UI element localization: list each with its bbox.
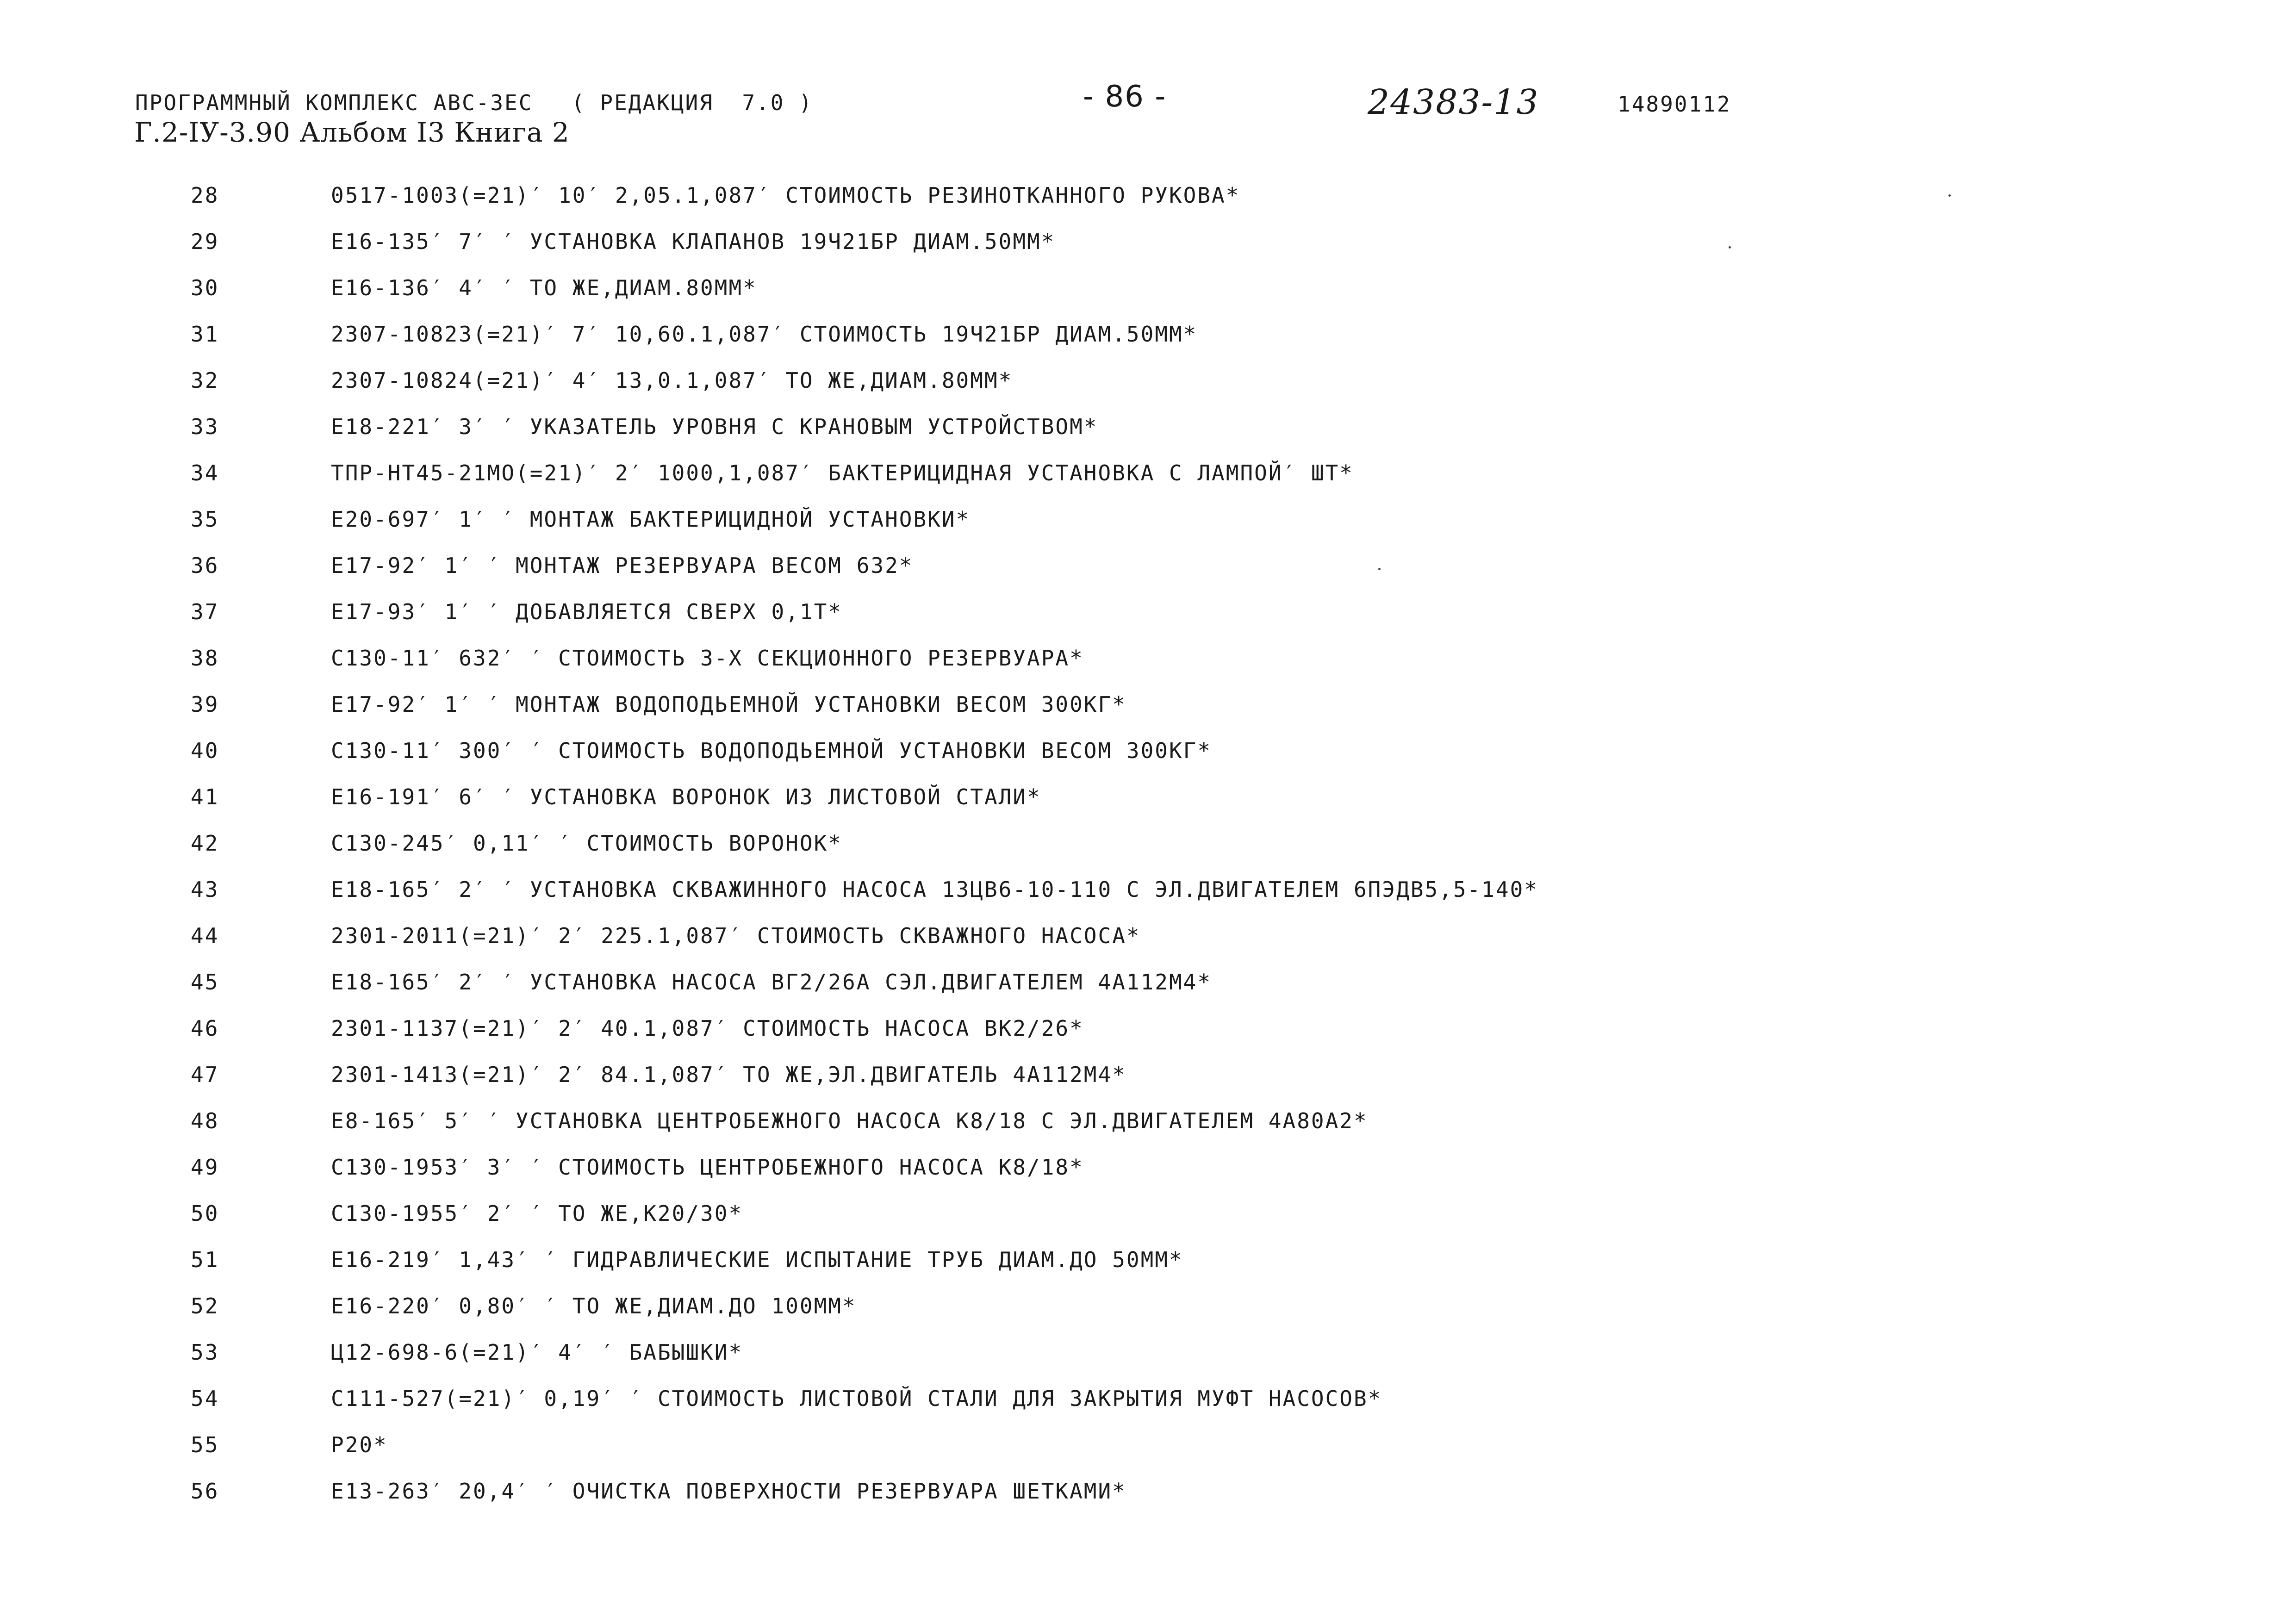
line-number: 50 <box>191 1201 219 1226</box>
scan-speck <box>1948 194 1951 197</box>
line-text: 2301-1137(=21)′ 2′ 40.1,087′ СТОИМОСТЬ НАСОСА ВК2/26* <box>331 1016 1084 1041</box>
line-item <box>0 1247 2296 1275</box>
line-item <box>0 1432 2296 1460</box>
line-item <box>0 1201 2296 1229</box>
line-number: 39 <box>191 692 219 717</box>
line-text: 2307-10824(=21)′ 4′ 13,0.1,087′ ТО ЖЕ,ДИАМ.80ММ* <box>331 368 1013 393</box>
line-number: 28 <box>191 183 219 208</box>
line-text: С130-1953′ 3′ ′ СТОИМОСТЬ ЦЕНТРОБЕЖНОГО НАСОСА К8/18* <box>331 1155 1084 1180</box>
edition-label: ( РЕДАКЦИЯ 7.0 ) <box>572 90 813 115</box>
line-number: 35 <box>191 507 219 532</box>
line-item <box>0 692 2296 720</box>
line-text: E17-93′ 1′ ′ ДОБАВЛЯЕТСЯ СВЕРХ 0,1Т* <box>331 599 842 624</box>
line-text: С130-1955′ 2′ ′ ТО ЖЕ,К20/30* <box>331 1201 743 1226</box>
line-number: 34 <box>191 460 219 485</box>
line-item <box>0 923 2296 951</box>
line-number: 30 <box>191 275 219 300</box>
line-item <box>0 1062 2296 1090</box>
line-item <box>0 970 2296 997</box>
line-number: 48 <box>191 1108 219 1133</box>
line-item <box>0 1016 2296 1044</box>
line-text: E13-263′ 20,4′ ′ ОЧИСТКА ПОВЕРХНОСТИ РЕЗЕРВУАРА ШЕТКАМИ* <box>331 1479 1126 1504</box>
line-text: E18-165′ 2′ ′ УСТАНОВКА СКВАЖИННОГО НАСОСА 13ЦВ6-10-110 С ЭЛ.ДВИГАТЕЛЕМ 6ПЭДВ5,5-140* <box>331 877 1539 902</box>
line-item <box>0 229 2296 257</box>
line-number: 37 <box>191 599 219 624</box>
line-item <box>0 460 2296 488</box>
line-text: ТПР-НТ45-21МО(=21)′ 2′ 1000,1,087′ БАКТЕРИЦИДНАЯ УСТАНОВКА С ЛАМПОЙ′ ШТ* <box>331 460 1354 485</box>
line-text: 2301-2011(=21)′ 2′ 225.1,087′ СТОИМОСТЬ СКВАЖНОГО НАСОСА* <box>331 923 1141 948</box>
line-number: 49 <box>191 1155 219 1180</box>
line-number: 46 <box>191 1016 219 1041</box>
line-number: 54 <box>191 1386 219 1411</box>
program-name: ПРОГРАММНЫЙ КОМПЛЕКС АВС-3ЕС <box>135 90 533 115</box>
line-item <box>0 1340 2296 1368</box>
line-item <box>0 322 2296 349</box>
line-text: Ц12-698-6(=21)′ 4′ ′ БАБЫШКИ* <box>331 1340 743 1365</box>
line-text: С130-11′ 300′ ′ СТОИМОСТЬ ВОДОПОДЬЕМНОЙ УСТАНОВКИ ВЕСОМ 300КГ* <box>331 738 1212 763</box>
line-number: 43 <box>191 877 219 902</box>
line-text: E17-92′ 1′ ′ МОНТАЖ ВОДОПОДЬЕМНОЙ УСТАНОВКИ ВЕСОМ 300КГ* <box>331 692 1126 717</box>
line-number: 56 <box>191 1479 219 1504</box>
line-item <box>0 183 2296 211</box>
line-number: 32 <box>191 368 219 393</box>
line-text: С111-527(=21)′ 0,19′ ′ СТОИМОСТЬ ЛИСТОВОЙ СТАЛИ ДЛЯ ЗАКРЫТИЯ МУФТ НАСОСОВ* <box>331 1386 1382 1411</box>
line-number: 51 <box>191 1247 219 1272</box>
line-item <box>0 646 2296 673</box>
line-item <box>0 507 2296 535</box>
line-item <box>0 738 2296 766</box>
line-number: 42 <box>191 831 219 856</box>
line-text: 2301-1413(=21)′ 2′ 84.1,087′ ТО ЖЕ,ЭЛ.ДВИГАТЕЛЬ 4А112М4* <box>331 1062 1126 1087</box>
document-number: 14890112 <box>1618 92 1731 117</box>
page-number: - 86 - <box>1083 80 1167 114</box>
line-number: 36 <box>191 553 219 578</box>
line-item <box>0 414 2296 442</box>
line-number: 41 <box>191 784 219 809</box>
line-text: С130-11′ 632′ ′ СТОИМОСТЬ 3-Х СЕКЦИОННОГО РЕЗЕРВУАРА* <box>331 646 1084 671</box>
line-number: 45 <box>191 970 219 995</box>
scan-speck <box>1729 246 1731 249</box>
line-item <box>0 1386 2296 1414</box>
line-item <box>0 1108 2296 1136</box>
line-text: E17-92′ 1′ ′ МОНТАЖ РЕЗЕРВУАРА ВЕСОМ 632* <box>331 553 914 578</box>
line-number: 47 <box>191 1062 219 1087</box>
line-item <box>0 831 2296 858</box>
line-number: 40 <box>191 738 219 763</box>
line-item <box>0 599 2296 627</box>
line-number: 38 <box>191 646 219 671</box>
line-text: E16-136′ 4′ ′ ТО ЖЕ,ДИАМ.80ММ* <box>331 275 757 300</box>
line-item <box>0 368 2296 396</box>
line-item <box>0 1479 2296 1506</box>
line-text: E16-219′ 1,43′ ′ ГИДРАВЛИЧЕСКИЕ ИСПЫТАНИЕ ТРУБ ДИАМ.ДО 50ММ* <box>331 1247 1183 1272</box>
line-text: 0517-1003(=21)′ 10′ 2,05.1,087′ СТОИМОСТЬ РЕЗИНОТКАННОГО РУКОВА* <box>331 183 1240 208</box>
line-number: 33 <box>191 414 219 439</box>
line-item <box>0 1293 2296 1321</box>
line-number: 44 <box>191 923 219 948</box>
line-text: С130-245′ 0,11′ ′ СТОИМОСТЬ ВОРОНОК* <box>331 831 842 856</box>
line-text: E16-135′ 7′ ′ УСТАНОВКА КЛАПАНОВ 19Ч21БР ДИАМ.50ММ* <box>331 229 1056 254</box>
line-text: E16-220′ 0,80′ ′ ТО ЖЕ,ДИАМ.ДО 100ММ* <box>331 1293 857 1318</box>
line-item <box>0 877 2296 905</box>
line-number: 55 <box>191 1432 219 1457</box>
scan-speck <box>1378 568 1381 570</box>
line-text: E18-165′ 2′ ′ УСТАНОВКА НАСОСА ВГ2/26А СЭЛ.ДВИГАТЕЛЕМ 4А112М4* <box>331 970 1212 995</box>
line-number: 52 <box>191 1293 219 1318</box>
line-item <box>0 275 2296 303</box>
line-number: 31 <box>191 322 219 347</box>
album-reference: Г.2-IУ-3.90 Альбом I3 Книга 2 <box>134 117 570 148</box>
line-item <box>0 784 2296 812</box>
line-number: 29 <box>191 229 219 254</box>
line-text: E8-165′ 5′ ′ УСТАНОВКА ЦЕНТРОБЕЖНОГО НАСОСА К8/18 С ЭЛ.ДВИГАТЕЛЕМ 4А80А2* <box>331 1108 1368 1133</box>
line-text: Р20* <box>331 1432 388 1457</box>
document-code: 24383-13 <box>1368 82 1539 122</box>
line-text: 2307-10823(=21)′ 7′ 10,60.1,087′ СТОИМОСТЬ 19Ч21БР ДИАМ.50ММ* <box>331 322 1198 347</box>
line-item <box>0 1155 2296 1182</box>
line-text: E16-191′ 6′ ′ УСТАНОВКА ВОРОНОК ИЗ ЛИСТОВОЙ СТАЛИ* <box>331 784 1041 809</box>
line-item <box>0 553 2296 581</box>
line-number: 53 <box>191 1340 219 1365</box>
line-text: E20-697′ 1′ ′ МОНТАЖ БАКТЕРИЦИДНОЙ УСТАНОВКИ* <box>331 507 971 532</box>
line-text: E18-221′ 3′ ′ УКАЗАТЕЛЬ УРОВНЯ С КРАНОВЫМ УСТРОЙСТВОМ* <box>331 414 1098 439</box>
